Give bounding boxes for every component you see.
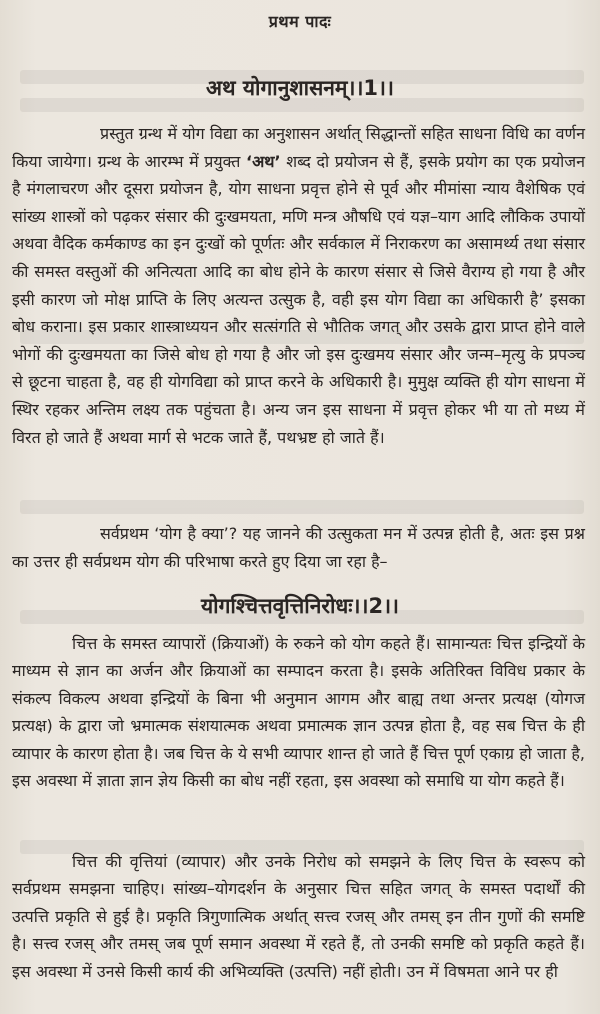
sutra-1-heading: अथ योगानुशासनम्।।1।। — [206, 76, 394, 100]
sutra-2-heading: योगश्चित्तवृत्तिनिरोधः।।2।। — [200, 594, 399, 618]
paragraph-3: चित्त के समस्त व्यापारों (क्रियाओं) के रुकने को योग कहते हैं। सामान्यतः चित्त इन्द्रियों के माध्यम से ज्ञान का अर्जन और क्रियाओं का सम्पादन करता है। इसके अतिरिक्त विविध प्रकार के संकल्प विकल्प अथवा इन्द्रियों के बिना भी अनुमान आगम और बाह्य तथा अन्तर प्रत्यक्ष (योगज प्रत्यक्ष) के द्वारा जो भ्रमात्मक संशयात्मक अथवा प्रमात्मक ज्ञान उत्पन्न होता है, वह सब चित्त के ही व्यापार के कारण होता है। जब चित्त के ये सभी व्यापार शान्त हो जाते हैं चित्त पूर्ण एकाग्र हो जाता है, इस अवस्था में ज्ञाता ज्ञान ज्ञेय किसी का बोध नहीं रहता, इस अवस्था को समाधि या योग कहते हैं। — [12, 634, 585, 791]
paragraph-4: चित्त की वृत्तियां (व्यापार) और उनके निरोध को समझने के लिए चित्त के स्वरूप को सर्वप्रथम समझना चाहिए। सांख्य–योगदर्शन के अनुसार चित्त सहित जगत् के समस्त पदार्थों की उत्पत्ति प्रकृति से हुई है। प्रकृति त्रिगुणात्मिक अर्थात् सत्त्व रजस् और तमस् इन तीन गुणों की समष्टि है। सत्त्व रजस् और तमस् जब पूर्ण समान अवस्था में रहते हैं, तो उनकी समष्टि को प्रकृति कहते हैं। इस अवस्था में उनसे किसी कार्य की अभिव्यक्ति (उत्पत्ति) नहीं होती। उन में विषमता आने पर ही — [12, 852, 585, 981]
paragraph-1-text-a: प्रस्तुत ग्रन्थ में योग विद्या का अनुशासन अर्थात् सिद्धान्तों सहित साधना विधि का वर्णन किया जायेगा। ग्रन्थ के आरम्भ में प्रयुक्त — [12, 124, 585, 171]
paragraph-1 — [12, 120, 585, 451]
page-header: प्रथम पादः — [268, 12, 332, 31]
atha-term: ‘अथ’ — [246, 151, 281, 171]
paragraph-1-text-b: शब्द दो प्रयोजन से हैं, इसके प्रयोग का एक प्रयोजन है मंगलाचरण और दूसरा प्रयोजन है, योग साधना प्रवृत्त होने से पूर्व और मीमांसा न्याय वैशेषिक एवं सांख्य शास्त्रों को पढ़कर संसार की दुःखमयता, मणि मन्त्र औषधि एवं यज्ञ–याग आदि लौकिक उपायों अथवा वैदिक कर्मकाण्ड का इन दुःखों को पूर्णतः और सर्वकाल में निराकरण का असामर्थ्य तथा संसार की समस्त वस्तुओं की अनित्यता आदि का बोध होने के कारण संसार से जिसे वैराग्य हो गया है और इसी कारण जो मोक्ष प्राप्ति के लिए अत्यन्त उत्सुक है, वही इस योग विद्या का अधिकारी है’ इसका बोध कराना। इस प्रकार शास्त्राध्ययन और सत्संगति से भौतिक जगत् और उसके द्वारा प्राप्त होने वाले भोगों की दुःखमयता का जिसे बोध हो गया है और जो इस दुःखमय संसार और जन्म–मृत्यु के प्रपञ्च से छूटना चाहता है, वह ही योगविद्या को प्राप्त करने के अधिकारी है। मुमुक्ष व्यक्ति ही योग साधना में स्थिर रहकर अन्तिम लक्ष्य तक पहुंचता है। अन्य जन इस साधना में प्रवृत्त होकर भी या तो मध्य में विरत हो जाते हैं अथवा मार्ग से भटक जाते हैं, पथभ्रष्ट हो जाते हैं। — [12, 151, 586, 447]
paragraph-2: सर्वप्रथम ‘योग है क्या’? यह जानने की उत्सुकता मन में उत्पन्न होती है, अतः इस प्रश्न का उत्तर ही सर्वप्रथम योग की परिभाषा करते हुए दिया जा रहा है– — [12, 524, 585, 571]
